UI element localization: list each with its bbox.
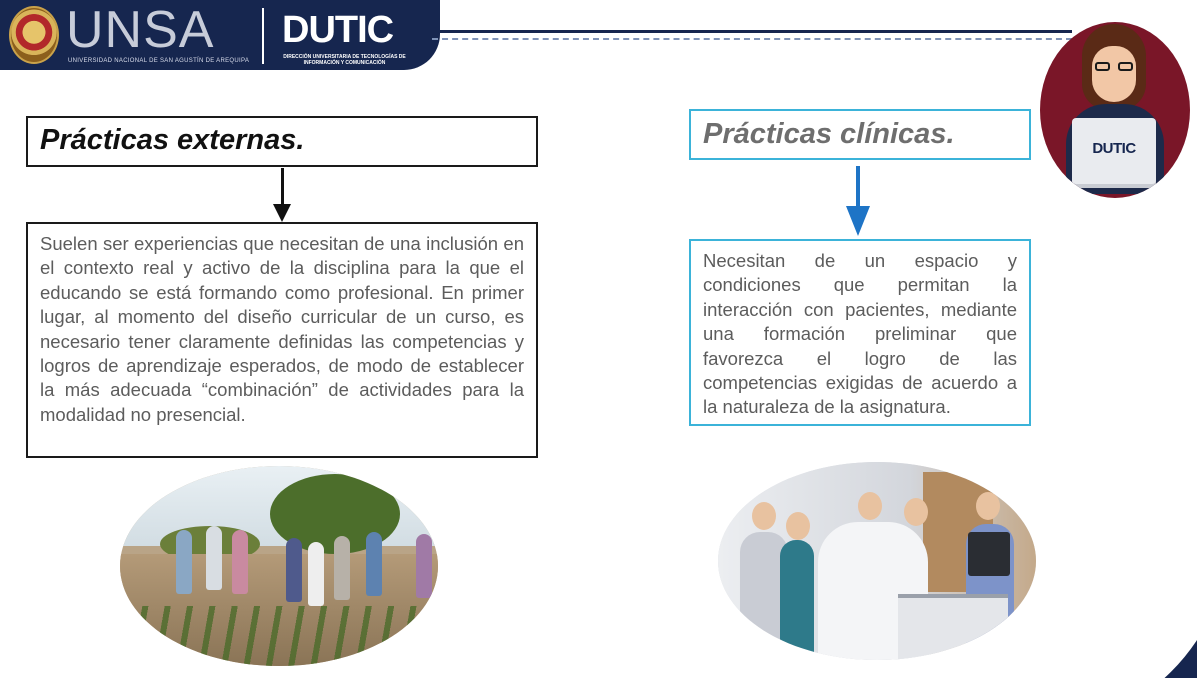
- description-text: Suelen ser experiencias que necesitan de una inclusión en el contexto real y activo de la disciplina para la que el educando se está formando como profesional. En primer lugar, al momento del diseño curricular de un curso, es necesario tener claramente definidas las competencias y logros de aprendizaje esperados, de modo de establecer la más adecuada “combinación” de actividades para la modalidad no presencial.: [40, 233, 524, 425]
- photo-person: [416, 534, 432, 598]
- photo-head: [976, 492, 1000, 520]
- description-text: Necesitan de un espacio y condiciones que permitan la interacción con pacientes, mediante una formación preliminar que favorezca el logro de las competencias exigidas de acuerdo a la naturaleza de la asignatura.: [703, 250, 1017, 418]
- photo-head: [752, 502, 776, 530]
- description-box-practicas-clinicas: [689, 239, 1031, 426]
- photo-head: [858, 492, 882, 520]
- header-rule: [432, 30, 1072, 33]
- photo-head: [786, 512, 810, 540]
- university-logo-text: UNSA: [66, 1, 215, 59]
- photo-person: [308, 542, 324, 606]
- arrow-down-icon-head: [273, 204, 291, 222]
- dutic-logo: DUTIC: [282, 9, 394, 51]
- presenter-avatar: [1040, 22, 1190, 198]
- section-title: Prácticas clínicas.: [703, 118, 955, 150]
- field-work-photo: [120, 466, 438, 666]
- photo-person: [206, 526, 222, 590]
- university-subtitle: UNIVERSIDAD NACIONAL DE SAN AGUSTÍN DE AREQUIPA: [68, 58, 250, 64]
- arrow-down-icon-head: [846, 206, 870, 236]
- university-seal-icon: [9, 6, 59, 64]
- avatar-face: [1092, 46, 1136, 102]
- description-box-practicas-externas: [26, 222, 538, 458]
- section-title: Prácticas externas.: [40, 124, 305, 156]
- photo-person: [176, 530, 192, 594]
- photo-head: [904, 498, 928, 526]
- photo-monitor: [968, 532, 1010, 576]
- laptop-logo: DUTIC: [1092, 140, 1136, 157]
- arrow-down-icon: [281, 168, 284, 206]
- photo-person: [334, 536, 350, 600]
- photo-person: [232, 530, 248, 594]
- photo-crops: [120, 606, 438, 666]
- laptop-icon: [1072, 118, 1156, 184]
- dutic-subtitle: DIRECCIÓN UNIVERSITARIA DE TECNOLOGÍAS DE INFORMACIÓN Y COMUNICACIÓN: [283, 54, 406, 66]
- photo-person: [366, 532, 382, 596]
- header-rule-dashed: [432, 38, 1072, 40]
- clinical-practice-photo: [718, 462, 1036, 660]
- arrow-down-icon: [856, 166, 860, 210]
- photo-person: [286, 538, 302, 602]
- photo-cart: [898, 594, 1008, 660]
- header-divider: [262, 8, 264, 64]
- glasses-icon: [1094, 62, 1134, 72]
- title-box-practicas-externas: [26, 116, 538, 167]
- header-banner: [0, 0, 440, 70]
- photo-student: [780, 540, 814, 660]
- title-box-practicas-clinicas: [689, 109, 1031, 160]
